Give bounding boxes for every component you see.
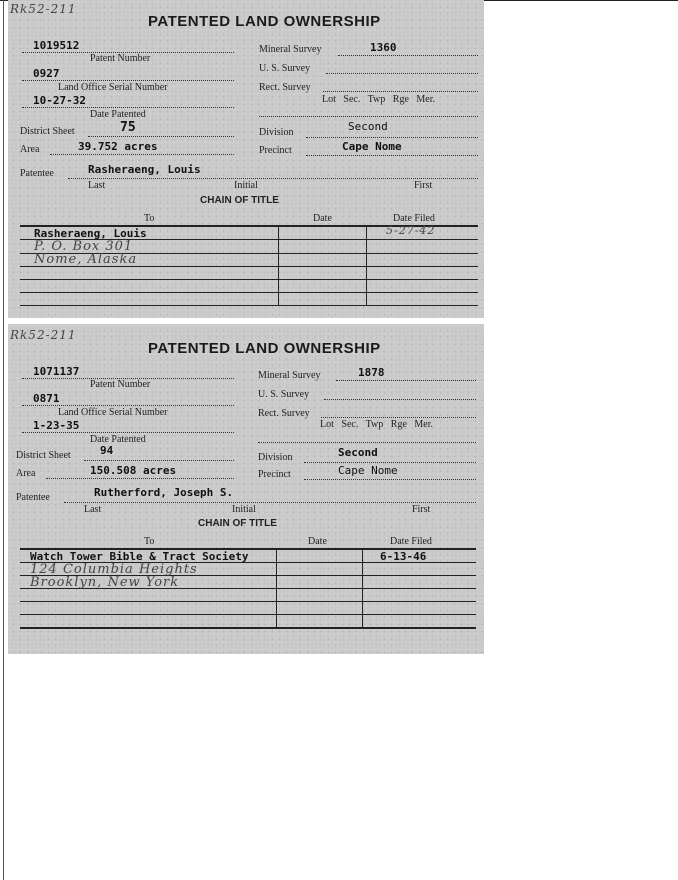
division-label: Division bbox=[258, 452, 293, 463]
precinct-line bbox=[304, 479, 476, 480]
chain-row-1-to: Watch Tower Bible & Tract Society bbox=[30, 550, 249, 563]
mineral-survey-value: 1360 bbox=[370, 41, 397, 54]
corner-note: Rk52-211 bbox=[10, 328, 77, 342]
patentee-value: Rasheraeng, Louis bbox=[88, 163, 201, 176]
table-col-divider bbox=[366, 225, 367, 305]
date-patented-line bbox=[22, 432, 234, 433]
table-bottom-rule bbox=[20, 305, 478, 306]
district-sheet-label: District Sheet bbox=[20, 126, 75, 137]
date-patented-value: 10-27-32 bbox=[33, 94, 86, 107]
area-line bbox=[46, 478, 234, 479]
division-value: Second bbox=[338, 446, 378, 459]
mineral-survey-value: 1878 bbox=[358, 366, 385, 379]
district-sheet-line bbox=[88, 136, 234, 137]
chain-row-1-filed: 5-27-42 bbox=[386, 224, 436, 237]
mineral-survey-line bbox=[336, 380, 476, 381]
patentee-label: Patentee bbox=[20, 168, 54, 179]
rect-survey-headers: Lot Sec. Twp Rge Mer. bbox=[322, 94, 435, 105]
rect-survey-entry-line bbox=[259, 116, 478, 117]
table-row-rule bbox=[20, 279, 478, 280]
area-label: Area bbox=[20, 144, 40, 155]
table-col-divider bbox=[278, 225, 279, 305]
table-col-divider bbox=[276, 548, 277, 628]
patentee-label: Patentee bbox=[16, 492, 50, 503]
col-filed-header: Date Filed bbox=[393, 213, 435, 224]
patentee-first-label: First bbox=[414, 180, 433, 191]
chain-row-3-to: Nome, Alaska bbox=[34, 252, 138, 267]
precinct-value: Cape Nome bbox=[338, 464, 398, 477]
district-sheet-value: 75 bbox=[120, 120, 136, 135]
serial-number-line bbox=[22, 80, 234, 81]
serial-number-label: Land Office Serial Number bbox=[58, 407, 168, 418]
chain-row-1-filed: 6-13-46 bbox=[380, 550, 427, 563]
patentee-line bbox=[68, 178, 478, 179]
rect-survey-headers: Lot Sec. Twp Rge Mer. bbox=[320, 419, 433, 430]
area-line bbox=[50, 154, 234, 155]
rect-survey-label: Rect. Survey bbox=[259, 82, 311, 93]
division-line bbox=[306, 137, 478, 138]
ownership-card-2 bbox=[8, 324, 484, 654]
table-row-rule bbox=[20, 614, 476, 615]
serial-number-line bbox=[22, 405, 234, 406]
patentee-first-label: First bbox=[412, 504, 431, 515]
mineral-survey-line bbox=[338, 55, 478, 56]
area-value: 150.508 acres bbox=[90, 464, 177, 477]
precinct-line bbox=[306, 155, 478, 156]
table-row-rule bbox=[20, 601, 476, 602]
rect-survey-line bbox=[323, 91, 478, 92]
rect-survey-line bbox=[321, 417, 476, 418]
us-survey-label: U. S. Survey bbox=[259, 63, 311, 74]
patent-number-value: 1019512 bbox=[33, 39, 80, 52]
date-patented-value: 1-23-35 bbox=[33, 419, 80, 432]
table-row-rule bbox=[20, 292, 478, 293]
patentee-value: Rutherford, Joseph S. bbox=[94, 486, 234, 499]
chain-row-2-to: 124 Columbia Heights bbox=[30, 562, 198, 577]
date-patented-label: Date Patented bbox=[90, 434, 146, 445]
area-value: 39.752 acres bbox=[78, 140, 158, 153]
chain-of-title-heading: CHAIN OF TITLE bbox=[198, 518, 277, 529]
mineral-survey-label: Mineral Survey bbox=[259, 44, 322, 55]
division-line bbox=[304, 462, 476, 463]
patentee-initial-label: Initial bbox=[232, 504, 256, 515]
district-sheet-line bbox=[84, 460, 234, 461]
col-date-header: Date bbox=[308, 536, 327, 547]
rect-survey-entry-line bbox=[258, 442, 476, 443]
corner-note: Rk52-211 bbox=[10, 2, 77, 16]
serial-number-value: 0927 bbox=[33, 67, 60, 80]
chain-of-title-heading: CHAIN OF TITLE bbox=[200, 195, 279, 206]
patent-number-label: Patent Number bbox=[90, 379, 151, 390]
chain-row-1-to: Rasheraeng, Louis bbox=[34, 227, 147, 240]
division-label: Division bbox=[259, 127, 294, 138]
precinct-value: Cape Nome bbox=[342, 140, 402, 153]
col-to-header: To bbox=[144, 536, 155, 547]
page-left-border bbox=[3, 0, 4, 880]
district-sheet-label: District Sheet bbox=[16, 450, 71, 461]
date-patented-label: Date Patented bbox=[90, 109, 146, 120]
us-survey-line bbox=[326, 73, 478, 74]
chain-row-2-to: P. O. Box 301 bbox=[34, 239, 134, 254]
rect-survey-label: Rect. Survey bbox=[258, 408, 310, 419]
patentee-last-label: Last bbox=[84, 504, 102, 515]
patent-number-label: Patent Number bbox=[90, 53, 151, 64]
patentee-initial-label: Initial bbox=[234, 180, 258, 191]
precinct-label: Precinct bbox=[259, 145, 292, 156]
mineral-survey-label: Mineral Survey bbox=[258, 370, 321, 381]
card-title: PATENTED LAND OWNERSHIP bbox=[148, 340, 381, 357]
col-date-header: Date bbox=[313, 213, 332, 224]
card-title: PATENTED LAND OWNERSHIP bbox=[148, 13, 381, 30]
precinct-label: Precinct bbox=[258, 469, 291, 480]
col-to-header: To bbox=[144, 213, 155, 224]
serial-number-value: 0871 bbox=[33, 392, 60, 405]
division-value: Second bbox=[348, 120, 388, 133]
district-sheet-value: 94 bbox=[100, 444, 114, 457]
us-survey-label: U. S. Survey bbox=[258, 389, 310, 400]
us-survey-line bbox=[324, 399, 476, 400]
col-filed-header: Date Filed bbox=[390, 536, 432, 547]
chain-row-3-to: Brooklyn, New York bbox=[30, 575, 180, 590]
area-label: Area bbox=[16, 468, 36, 479]
ownership-card-1 bbox=[8, 0, 484, 318]
date-patented-line bbox=[22, 107, 234, 108]
table-bottom-rule bbox=[20, 627, 476, 629]
table-col-divider bbox=[362, 548, 363, 628]
patent-number-value: 1071137 bbox=[33, 365, 80, 378]
patentee-last-label: Last bbox=[88, 180, 106, 191]
patentee-line bbox=[64, 502, 476, 503]
serial-number-label: Land Office Serial Number bbox=[58, 82, 168, 93]
